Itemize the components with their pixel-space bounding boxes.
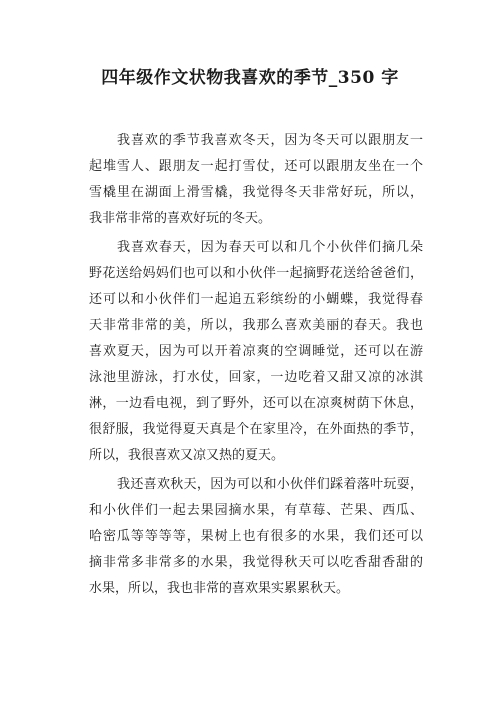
text-line: 天非常非常的美，所以，我那么喜欢美丽的春天。我也 [89, 318, 423, 333]
text-line: 我喜欢春天，因为春天可以和几个小伙伴们摘几朵 [117, 240, 423, 255]
document-title: 四年级作文状物我喜欢的季节_350 字 [101, 68, 399, 88]
text-line: 泳池里游泳，打水仗，回家，一边吃着又甜又凉的冰淇 [89, 370, 423, 385]
text-line: 还可以和小伙伴们一起追五彩缤纷的小蝴蝶，我觉得春 [89, 292, 423, 307]
text-line: 我还喜欢秋天，因为可以和小伙伴们踩着落叶玩耍， [117, 477, 423, 492]
text-line: 摘非常多非常多的水果，我觉得秋天可以吃香甜香甜的 [89, 555, 423, 570]
text-line: 所以，我很喜欢又凉又热的夏天。 [89, 448, 285, 463]
text-line: 水果，所以，我也非常的喜欢果实累累秋天。 [89, 581, 350, 596]
text-line: 和小伙伴们一起去果园摘水果，有草莓、芒果、西瓜、 [89, 503, 423, 518]
text-line: 很舒服，我觉得夏天真是个在家里冷，在外面热的季节， [89, 422, 423, 437]
text-line: 我喜欢的季节我喜欢冬天，因为冬天可以跟朋友一 [117, 133, 423, 148]
paragraph-winter [89, 128, 423, 232]
document-body [89, 128, 423, 605]
text-line: 哈密瓜等等等等，果树上也有很多的水果，我们还可以 [89, 529, 423, 544]
text-line: 起堆雪人、跟朋友一起打雪仗，还可以跟朋友坐在一个 [89, 159, 423, 174]
paragraph-spring-summer [89, 235, 423, 469]
text-line: 我非常非常的喜欢好玩的冬天。 [89, 211, 272, 226]
paragraph-autumn [89, 472, 423, 602]
text-line: 野花送给妈妈们也可以和小伙伴一起摘野花送给爸爸们， [89, 266, 423, 281]
text-line: 雪橇里在湖面上滑雪橇，我觉得冬天非常好玩，所以， [89, 185, 423, 200]
text-line: 淋，一边看电视，到了野外，还可以在凉爽树荫下休息， [89, 396, 423, 411]
text-line: 喜欢夏天，因为可以开着凉爽的空调睡觉，还可以在游 [89, 344, 423, 359]
